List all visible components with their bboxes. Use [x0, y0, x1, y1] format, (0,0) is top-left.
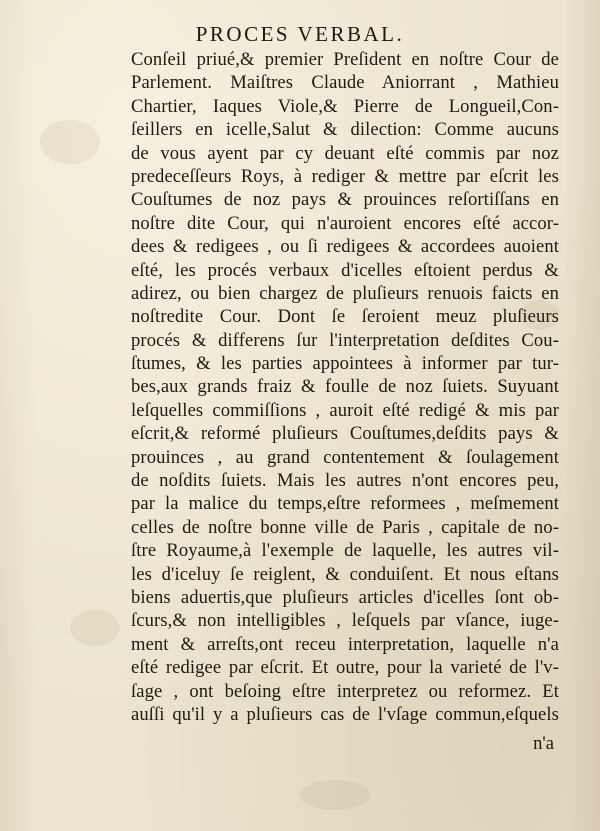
text-line: Couſtumes de noz pays & prouinces reſortiſſans en [131, 189, 559, 211]
text-line: biens aduertis,que pluſieurs articles d'icelles ſont ob- [131, 586, 559, 608]
text-line: ſtre Royaume,à l'exemple de laquelle, les autres vil- [131, 540, 559, 562]
catchword: n'a [533, 733, 554, 754]
text-line: de vous ayent par cy deuant eſté commis par noz [131, 142, 559, 164]
paper-stain [40, 120, 100, 164]
text-line: les d'iceluy ſe reiglent, & conduiſent. Et nous eſtans [131, 563, 559, 585]
text-line: auſſi qu'il y a pluſieurs cas de l'vſage commun,eſquels [131, 703, 559, 725]
text-line: par la malice du temps,eſtre reformees , meſmement [131, 493, 559, 515]
text-line: Conſeil priué,& premier Preſident en noſtre Cour de [131, 49, 559, 70]
paper-stain [300, 780, 370, 810]
paper-stain [70, 610, 120, 646]
text-line: prouinces , au grand contentement & ſoulagement [131, 446, 559, 468]
text-line: ſtumes, & les parties appointees à informer par tur- [131, 353, 559, 375]
text-line: procés & differens ſur l'interpretation deſdites Cou- [131, 329, 559, 351]
text-line: bes,aux grands fraiz & foulle de noz ſuiets. Suyuant [131, 376, 559, 398]
text-line: leſquelles commiſſions , auroit eſté redigé & mis par [131, 399, 559, 421]
text-line: ſcurs,& non intelligibles , leſquels par vſance, iuge- [131, 610, 559, 632]
text-line: eſté redigee par eſcrit. Et outre, pour la varieté de l'v- [131, 657, 559, 679]
text-line: eſcrit,& reformé pluſieurs Couſtumes,deſdits pays & [131, 423, 559, 445]
text-line: dees & redigees , ou ſi redigees & accordees auoient [131, 236, 559, 258]
text-line: Parlement. Maiſtres Claude Aniorrant , Mathieu [131, 72, 559, 94]
body-text [131, 48, 559, 726]
text-line: eſté, les procés verbaux d'icelles eſtoient perdus & [131, 259, 559, 281]
running-head: PROCES VERBAL. [195, 22, 405, 46]
text-line: Chartier, Iaques Viole,& Pierre de Longueil,Con- [131, 95, 559, 117]
text-line: ſeillers en icelle,Salut & dilection: Comme aucuns [131, 119, 559, 141]
text-line: ſage , ont beſoing eſtre interpretez ou reformez. Et [131, 680, 559, 702]
text-line: celles de noſtre bonne ville de Paris , capitale de no- [131, 516, 559, 538]
text-line: de noſdits ſuiets. Mais les autres n'ont encores peu, [131, 470, 559, 492]
text-line: ment & arreſts,ont receu interpretation, laquelle n'a [131, 633, 559, 655]
text-line: noſtredite Cour. Dont ſe ſeroient meuz pluſieurs [131, 306, 559, 328]
text-line: adirez, ou bien chargez de pluſieurs renuois faicts en [131, 282, 559, 304]
text-line: predeceſſeurs Roys, à rediger & mettre par eſcrit les [131, 165, 559, 187]
text-line: noſtre dite Cour, qui n'auroient encores eſté accor- [131, 212, 559, 234]
